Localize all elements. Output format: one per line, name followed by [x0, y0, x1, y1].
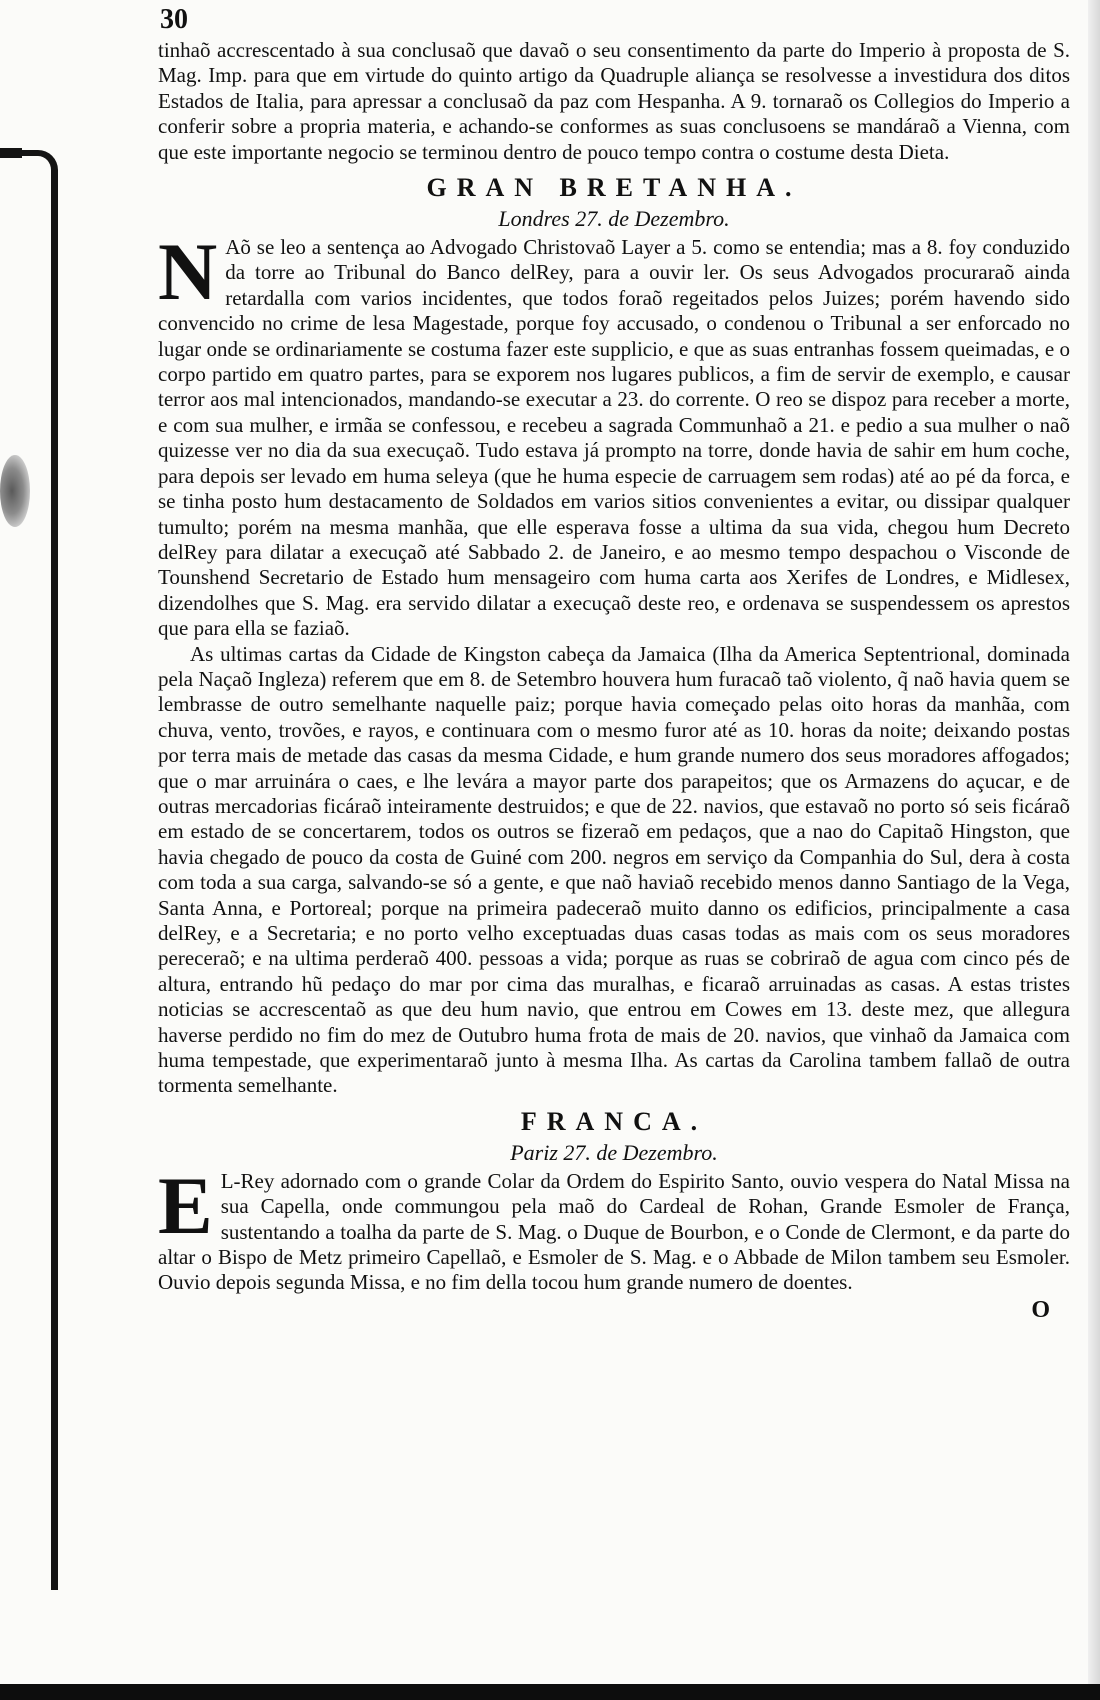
scan-bottom-border — [0, 1684, 1100, 1700]
section-heading-franca: FRANCA. — [520, 1106, 708, 1136]
gb-paragraph-1-text: Aõ se leo a sentença ao Advogado Christovaõ Layer a 5. como se entendia; mas a 8. foy conduzido da torre ao Tribunal do Banco delRey, para a ouvir ler. Os seus Advogados procuraraõ ainda retardalla com varios incidentes, que todos foraõ regeitados pelos Juizes; porém havendo sido convencido no crime de lesa Magestade, porque foy accusado, o condenou o Tribunal a ser enforcado no lugar onde se ordinariamente se costuma fazer este supplicio, e que as suas entranhas fossem queimadas, e o corpo partido em quatro partes, para se exporem nos lugares publicos, a fim de servir de exemplo, e causar terror aos mal intencionados, mandando-se executar a 23. do corrente. O reo se dispoz para receber a morte, e com sua mulher, e irmãa se confessou, e recebeu a sagrada Communhaõ a 21. e pedio a sua mulher o naõ quizesse ver no dia da sua execuçaõ. Tudo estava já prompto na torre, donde havia de sahir em hum coche, para depois ser levado em huma seleya (que he huma especie de carruagem sem rodas) até ao pé da forca, e se tinha posto hum destacamento de Soldados em varios sitios convenientes a evitar, ou dissipar qualquer tumulto; porém na mesma manhãa, que elle esperava fosse a ultima da sua vida, chegou hum Decreto delRey para dilatar a execuçaõ até Sabbado 2. de Janeiro, e ao mesmo tempo despachou o Visconde de Tounshend Secretario de Estado hum mensageiro com huma carta aos Xerifes de Londres, e Midlesex, dizendolhes que S. Mag. era servido dilatar a execuçaõ deste reo, e ordenava se suspendessem os aprestos que para ella se faziaõ. — [158, 235, 1070, 641]
drop-cap-e: E — [158, 1159, 213, 1251]
fr-paragraph-1-text: L-Rey adornado com o grande Colar da Ordem do Espirito Santo, ouvio vespera do Natal Missa na sua Capella, onde commungou pela maõ do Cardeal de Rohan, Grande Esmoler de França, sustentando a toalha da parte de S. Mag. o Duque de Bourbon, e o Conde de Clermont, e da parte do altar o Bispo de Metz primeiro Capellaõ, e Esmoler de S. Mag. e o Abbade de Milon tambem seu Esmoler. Ouvio depois segunda Missa, e no fim della tocou hum grande numero de doentes. — [158, 1168, 1070, 1295]
binding-edge — [0, 150, 58, 1590]
gb-paragraph-1 — [158, 226, 1070, 642]
gb-paragraph-2: As ultimas cartas da Cidade de Kingston cabeça da Jamaica (Ilha da America Septentrional, dominada pela Naçaõ Ingleza) referem que em 8. de Setembro houvera hum furacaõ taõ violento, q̃ naõ havia quem se lembrasse de outro semelhante naquelle paiz; porque havia começado pelas oito horas da manhãa, com chuva, vento, trovões, e rayos, e continuara com o mesmo furor até as 10. horas da noite; deixando postas por terra mais de metade das casas da mesma Cidade, e hum grande numero dos seus moradores affogados; que o mar arruinára o caes, e lhe levára a mayor parte dos parapeitos; que os Armazens do açucar, e de outras mercadorias ficáraõ inteiramente destruidos; e que de 22. navios, que estavaõ no porto só seis ficáraõ em estado de se concertarem, todos os outros se fizeraõ em pedaços, que a nao do Capitaõ Hingston, que havia chegado de pouco da costa de Guiné com 200. negros em serviço da Companhia do Sul, dera à costa com toda a sua carga, salvando-se só a gente, e que naõ haviaõ recebido menos danno Santiago de la Vega, Santa Anna, e Portoreal; porque na primeira padeceraõ muito danno os edificios, principalmente a casa delRey, e a Secretaria; e no porto velho exceptuadas duas casas todas as mais com os seus moradores pereceraõ; e na ultima perderaõ 400. pessoas a vida; porque as ruas se cobriraõ de agua com cinco pés de altura, entrando hũ pedaço do mar por cima das muralhas, e ficaraõ arruinadas as casas. A estas tristes noticias se accrescentaõ as que deu hum navio, que entrou em Cowes em 13. deste mez, que allegura haverse perdido no fim do mez de Outubro huma frota de mais de 20. navios, que vinhaõ da Jamaica com huma tempestade, que experimentaraõ junto à mesma Ilha. As cartas da Carolina tambem fallaõ de outra tormenta semelhante. — [158, 641, 1070, 1098]
intro-paragraph: tinhaõ accrescentado à sua conclusaõ que davaõ o seu consentimento da parte do Imperio à proposta de S. Mag. Imp. para que em virtude do quinto artigo da Quadruple aliança se resolvesse a investidura dos ditos Estados de Italia, para apressar a conclusaõ da paz com Hespanha. A 9. tornaraõ os Collegios do Imperio a conferir sobre a propria materia, e achando-se conformes as suas conclusoens se mandáraõ a Vienna, com que este importante negocio se terminou dentro de pouco tempo contra o costume desta Dieta. — [158, 38, 1070, 164]
page-number: 30 — [160, 4, 188, 35]
ink-blot — [0, 455, 30, 527]
dateline-londres: Londres 27. de Dezembro. — [498, 206, 730, 232]
section-heading-gran-bretanha: GRAN BRETANHA. — [426, 173, 802, 203]
dateline-pariz: Pariz 27. de Dezembro. — [510, 1139, 718, 1165]
catchword: O — [1031, 1296, 1050, 1323]
fr-paragraph-1 — [158, 1159, 1070, 1296]
text-column — [158, 8, 1070, 1323]
page-right-edge — [1088, 0, 1100, 1700]
drop-cap-n: N — [158, 226, 218, 318]
